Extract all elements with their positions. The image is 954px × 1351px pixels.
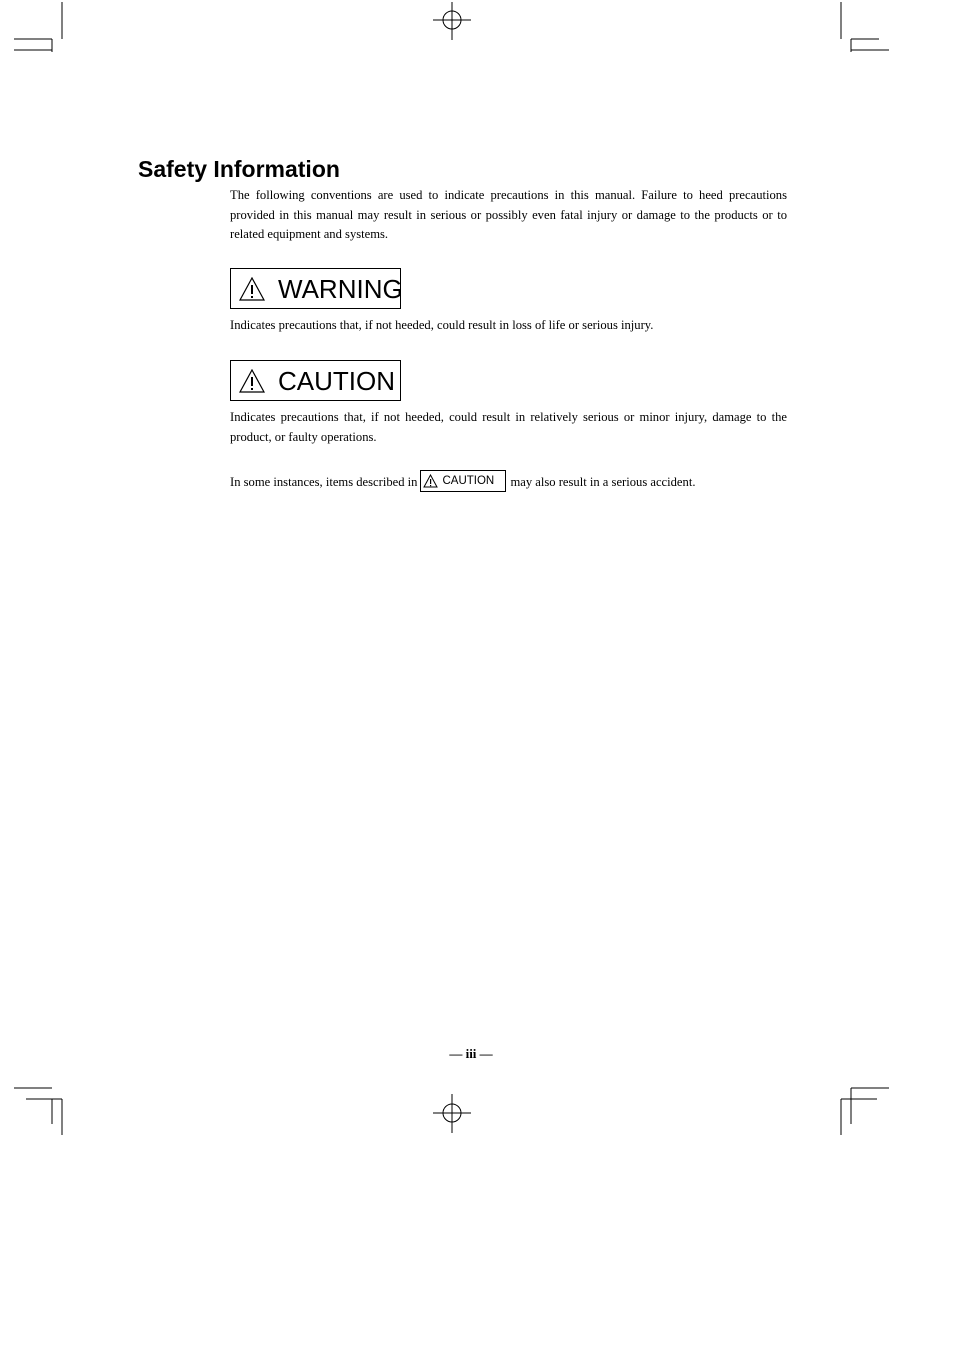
intro-paragraph: The following conventions are used to indicate precautions in this manual. Failure to heed precautions provided in this manual may result in serious or possibly even fatal injury or damage to the products or to related equipment and systems. xyxy=(230,188,787,242)
warning-label xyxy=(230,268,401,309)
warning-triangle-icon xyxy=(423,474,438,488)
warning-description: Indicates precautions that, if not heeded, could result in loss of life or serious injury. xyxy=(230,318,654,332)
caution-description: Indicates precautions that, if not heeded, could result in relatively serious or minor injury, damage to the product, or faulty operations. xyxy=(230,410,787,444)
inline-caution-label xyxy=(420,470,506,492)
warning-triangle-icon xyxy=(239,369,265,393)
caution-label-text: CAUTION xyxy=(278,366,395,396)
page-title: Safety Information xyxy=(138,156,340,182)
note-paragraph xyxy=(230,473,787,493)
warning-triangle-icon xyxy=(239,277,265,301)
note-text-after: may also result in a serious accident. xyxy=(510,475,696,489)
warning-label-text: WARNING xyxy=(278,274,403,304)
caution-label xyxy=(230,360,401,401)
note-text-before: In some instances, items described in xyxy=(230,475,418,489)
inline-caution-text: CAUTION xyxy=(442,475,495,488)
page-number: — iii — xyxy=(449,1046,493,1061)
